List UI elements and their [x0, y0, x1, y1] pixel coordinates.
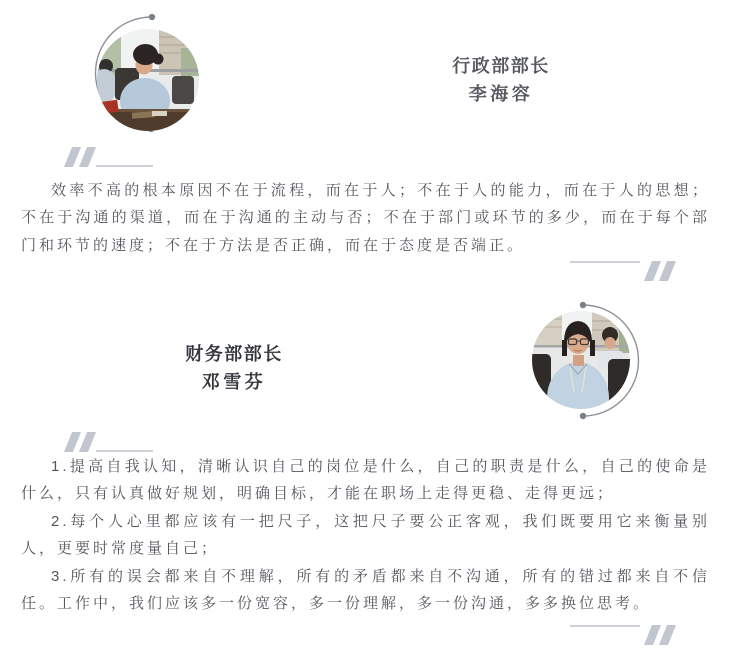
quote-slash	[644, 261, 661, 281]
close-quote-icon	[570, 261, 672, 281]
quote-slash	[79, 432, 96, 452]
role-title: 行政部部长	[452, 56, 550, 76]
quote-line	[570, 261, 640, 263]
quote-line	[570, 625, 640, 627]
quote-line	[96, 450, 153, 452]
open-quote-icon	[68, 432, 153, 452]
quote-slash	[79, 147, 96, 167]
quote-text-finance	[21, 453, 710, 617]
person-header-admin	[400, 56, 602, 104]
arc-dot-bottom	[580, 413, 586, 419]
quote-slash	[659, 261, 676, 281]
person-name: 李海容	[468, 84, 534, 104]
open-quote-icon	[68, 147, 153, 167]
quote-slash	[644, 625, 661, 645]
arc-dot-top	[580, 302, 586, 308]
quote-paragraph: 1.提高自我认知，清晰认识自己的岗位是什么，自己的职责是什么，自己的使命是什么，只有认真做好规划，明确目标，才能在职场上走得更稳、走得更远；	[21, 458, 710, 503]
quote-slash	[64, 147, 81, 167]
close-quote-icon	[570, 625, 672, 645]
quote-paragraph: 2.每个人心里都应该有一把尺子，这把尺子要公正客观，我们既要用它来衡量别人，更要时常度量自己；	[21, 512, 710, 558]
portrait-photo-finance-head	[520, 296, 645, 428]
person-header-finance	[133, 344, 335, 392]
role-title: 财务部部长	[185, 344, 283, 364]
quote-line	[96, 165, 153, 167]
quote-paragraph: 3.所有的误会都来自不理解，所有的矛盾都来自不沟通，所有的错过都来自不信任。工作中，我们应该多一份宽容，多一份理解，多一份沟通，多多换位思考。	[21, 567, 710, 613]
quote-text-admin	[21, 177, 710, 259]
photo-scene-meeting	[524, 311, 640, 428]
portrait-photo-illustration	[85, 8, 210, 140]
arc-dot-top	[149, 14, 155, 20]
person-name: 邓雪芬	[201, 372, 267, 392]
portrait-photo-illustration	[520, 296, 645, 428]
quote-paragraph: 效率不高的根本原因不在于流程，而在于人；不在于人的能力，而在于人的思想；不在于沟通的渠道，而在于沟通的主动与否；不在于部门或环节的多少，而在于每个部门和环节的速度；不在于方法是否正确，而在于态度是否端正。	[21, 182, 710, 254]
photo-scene-meeting	[91, 29, 203, 135]
quote-slash	[659, 625, 676, 645]
portrait-photo-admin-head	[85, 8, 210, 140]
quote-slash	[64, 432, 81, 452]
